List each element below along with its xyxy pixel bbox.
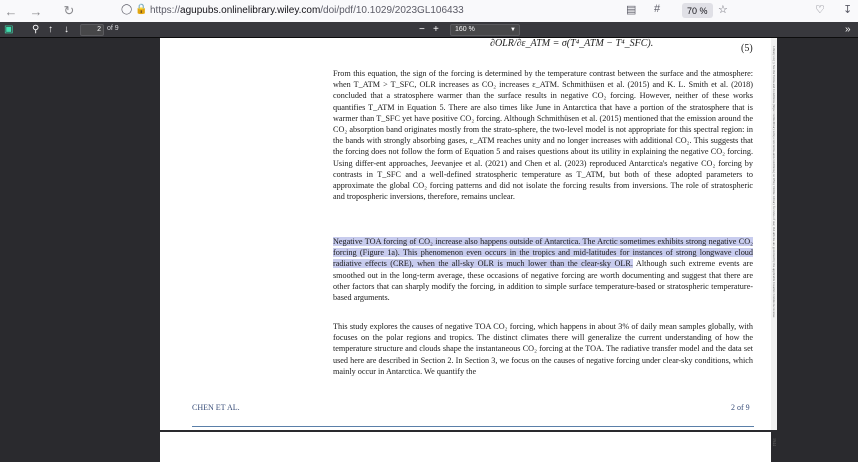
- equation: ∂OLR/∂ε_ATM = σ(T⁴_ATM − T⁴_SFC).: [490, 38, 654, 49]
- zoom-out-icon[interactable]: −: [419, 24, 425, 35]
- footer-rule: [192, 426, 754, 427]
- page-number-input[interactable]: 2: [80, 24, 104, 36]
- side-license-text: Library on [ ]. See the Terms and Conditions (https://onlinelibrary.wiley.com/terms-and-conditions) on Wiley Online Library for rules of use; OA articles are governed by the applicable Creative Commons License: [772, 46, 776, 318]
- page-up-icon[interactable]: ↑: [48, 24, 53, 35]
- translate-icon[interactable]: #: [654, 3, 661, 15]
- arrow-right-icon[interactable]: →: [29, 3, 43, 19]
- sidebar-toggle-icon[interactable]: ▣: [4, 24, 14, 35]
- footer-authors: CHEN ET AL.: [192, 403, 240, 412]
- page-count: of 9: [107, 25, 119, 32]
- paragraph-3: [333, 321, 753, 377]
- reload-icon[interactable]: ↻: [63, 3, 75, 18]
- page-down-icon[interactable]: ↓: [64, 24, 69, 35]
- arrow-left-icon[interactable]: ←: [4, 3, 18, 19]
- paragraph-2-text: [333, 236, 753, 303]
- paragraph-1-text: From this equation, the sign of the forcing is determined by the temperature contrast between the surface and the atmosphere: when T_ATM > T_SFC, OLR increases as CO₂ increases ε_ATM. Schmithüsen et al. (2015) and K. L. Smith et al. (2018) concluded that a stratosphere warmer than the surface results in negative CO₂ forcing. However, neither of these works quantifies T_ATM in Equation 5. There are also times like June in Antarctica that have a portion of the stratosphere that is warmer than T_SFC yet have positive CO₂ forcing. Although Schmithüsen et al. (2015) mentioned that the emission around the CO₂ absorption band originates mostly from the strato-sphere, the two-level model is not appropriate for this spectral region: in the bands with strongly absorbing gases, ε_ATM reaches unity and no longer increases with additional CO₂. This suggests that the forcing does not follow the form of Equation 5 and raises questions about its utility in explaining the negative CO₂ forcing. Using differ-ent approaches, Jeevanjee et al. (2021) and Chen et al. (2023) reproduced Antarctica's negative CO₂ forcing by contrasts in T_SFC and a well-defined stratospheric temperature as T_ATM, but both of these adopted parameters to approximate the global CO₂ forcing patterns and did not isolate the forcing results from inversions. The role of stratospheric and tropospheric inversions, therefore, remains unclear.: [333, 69, 753, 202]
- footer-page-number: 2 of 9: [731, 403, 750, 412]
- side-page-text: 1944: [772, 438, 777, 446]
- chevron-down-icon: ▼: [510, 27, 516, 33]
- pdf-page-next: [160, 432, 771, 462]
- equation-number: (5): [741, 43, 753, 54]
- zoom-in-icon[interactable]: +: [433, 24, 439, 35]
- reader-view-icon[interactable]: ▤: [626, 4, 637, 16]
- zoom-select[interactable]: [450, 24, 520, 36]
- url-text[interactable]: https://agupubs.onlinelibrary.wiley.com/doi/pdf/10.1029/2023GL106433: [150, 5, 464, 16]
- paragraph-3-text: This study explores the causes of negative TOA CO₂ forcing, which happens in about 3% of daily mean samples globally, with focuses on the polar regions and tropics. The distinct climates there will generalize the current understanding of how the temperature structure and clouds shape the instantaneous CO₂ forcing at the TOA. The radiative transfer model and the data set used here are described in Section 2. In Section 3, we focus on the causes of negative forcing under clear-sky conditions, which mainly occur in Antarctica. We quantify the: [333, 322, 753, 376]
- pdf-toolbar: [0, 22, 858, 38]
- browser-toolbar: [0, 0, 858, 22]
- star-icon[interactable]: ☆: [718, 4, 728, 16]
- paragraph-2: [333, 236, 753, 303]
- download-icon[interactable]: ↧: [843, 4, 853, 16]
- highlighted-text: Negative TOA forcing of CO₂ increase also happens outside of Antarctica. The Arctic sometimes exhibits strong negative CO₂ forcing (Figure 1a). This phenomenon even occurs in the tropics and mid-latitudes for instances of strong longwave cloud radiative effects (CRE), when the all-sky OLR is much lower than the clear-sky OLR.: [333, 237, 753, 269]
- expand-icon[interactable]: »: [845, 24, 851, 35]
- paragraph-1: [333, 68, 753, 202]
- zoom-badge[interactable]: 70 %: [682, 3, 713, 18]
- shield-icon[interactable]: ◯: [121, 4, 133, 15]
- pocket-icon[interactable]: ♡: [815, 4, 825, 16]
- pdf-viewer[interactable]: [0, 38, 858, 462]
- zoom-select-value: 160 %: [455, 26, 475, 33]
- lock-icon[interactable]: 🔒: [135, 4, 148, 15]
- address-bar[interactable]: [117, 2, 742, 19]
- paragraph-2-rest: Although such extreme events are smoothed out in the long-term average, these occasions of negative forcing are worth documenting and suggest that there are other factors that can sharply modify the forcing, in addition to simple surface temperature-based or stratospheric temperature-based arguments.: [333, 259, 753, 303]
- find-icon[interactable]: ⚲: [32, 24, 40, 35]
